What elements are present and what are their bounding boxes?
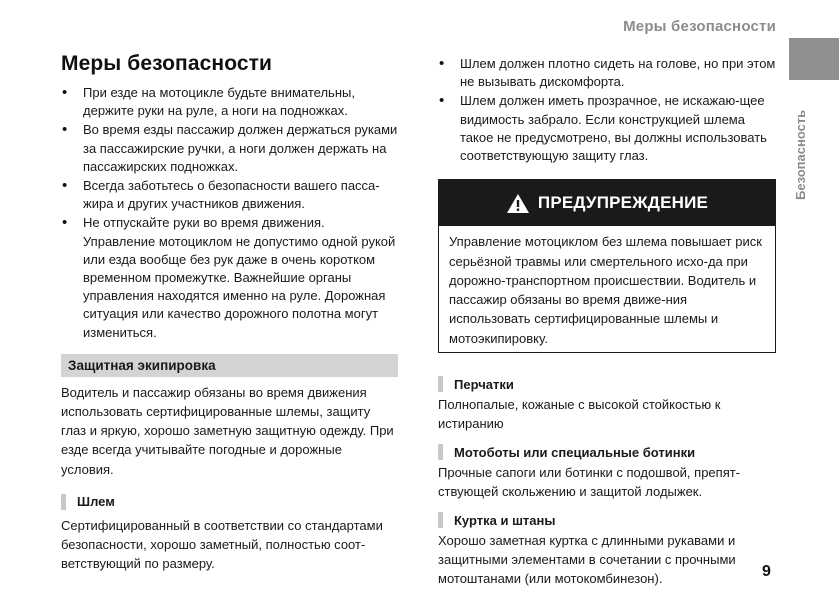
gloves-text: Полнопалые, кожаные с высокой стойкостью к истиранию [438, 397, 721, 431]
left-column [61, 52, 398, 573]
jacket-text: Хорошо заметная куртка с длинными рукавами и защитными элементами в сочетании с прочными мотоштанами (или мотокомбинезон). [438, 533, 736, 586]
bullet-item: • Всегда заботьтесь о безопасности вашего пасса-жира и других участников движения. [61, 177, 398, 213]
warning-box [438, 179, 776, 353]
page-title: Меры безопасности [61, 52, 273, 75]
running-header: Меры безопасности [623, 18, 776, 35]
subheading-label: Шлем [77, 494, 115, 510]
bullet-item: • Шлем должен плотно сидеть на голове, но при этом не вызывать дискомфорта. [438, 55, 778, 91]
subheading-label: Мотоботы или специальные ботинки [454, 444, 696, 460]
section-heading-protective-gear: Защитная экипировка [61, 354, 398, 377]
subheading-helmet [61, 493, 398, 511]
section-tab-label: Безопасность [793, 109, 808, 200]
bullet-item: • При езде на мотоцикле будьте внимательны, держите руки на руле, а ноги на подножках. [61, 84, 398, 120]
subheading-boots [438, 443, 778, 461]
subheading-marker [61, 494, 66, 510]
bullet-item: • Во время езды пассажир должен держаться руками за пассажирские ручки, а ноги должен держать на пассажирских подножках. [61, 121, 398, 176]
bullet-item: • Шлем должен иметь прозрачное, не искажаю-щее видимость забрало. Если конструкцией шлема такое не предусмотрено, вы должны использовать соответствующую защиту глаз. [438, 92, 778, 165]
subheading-gloves [438, 375, 778, 393]
page-number: 9 [762, 563, 771, 580]
protective-gear-text: Водитель и пассажир обязаны во время движения использовать сертифицированные шлемы, защиту глаз и яркую, хорошо заметную защитную одежду. При езде всегда учитывайте погодные и дорожные условия. [61, 384, 394, 477]
warning-text: Управление мотоциклом без шлема повышает риск серьёзной травмы или смертельного исхо-да при дорожно-транспортном происшествии. Водитель и пассажир обязаны во время движе-ния использовать сертифицированные шлемы и мотоэкипировку. [449, 234, 762, 346]
safety-bullet-list [61, 84, 398, 342]
right-column [438, 55, 778, 588]
warning-title: ПРЕДУПРЕЖДЕНИЕ [537, 193, 709, 213]
subheading-label: Перчатки [454, 376, 514, 392]
boots-text: Прочные сапоги или ботинки с подошвой, препят-ствующей скольжению и защитой лодыжек. [438, 465, 741, 499]
helmet-bullet-list [438, 55, 778, 165]
helmet-text: Сертифицированный в соответствии со стандартами безопасности, хорошо заметный, полностью соот-ветствующий по размеру. [61, 517, 383, 572]
bullet-item: • Не отпускайте руки во время движения. Управление мотоциклом не допустимо одной рукой или езда вообще без рук даже в очень коротком временном промежутке. Важнейшие органы управления находятся именно на руле. Дорожная ситуация или качество дорожного полотна могут измениться. [61, 214, 398, 341]
subheading-jacket [438, 511, 778, 529]
subheading-label: Куртка и штаны [454, 512, 556, 528]
subheading-marker [438, 512, 443, 528]
warning-header [439, 180, 775, 226]
subheading-marker [438, 376, 443, 392]
subheading-marker [438, 444, 443, 460]
section-tab-marker [789, 38, 839, 80]
warning-triangle-icon [506, 193, 530, 214]
